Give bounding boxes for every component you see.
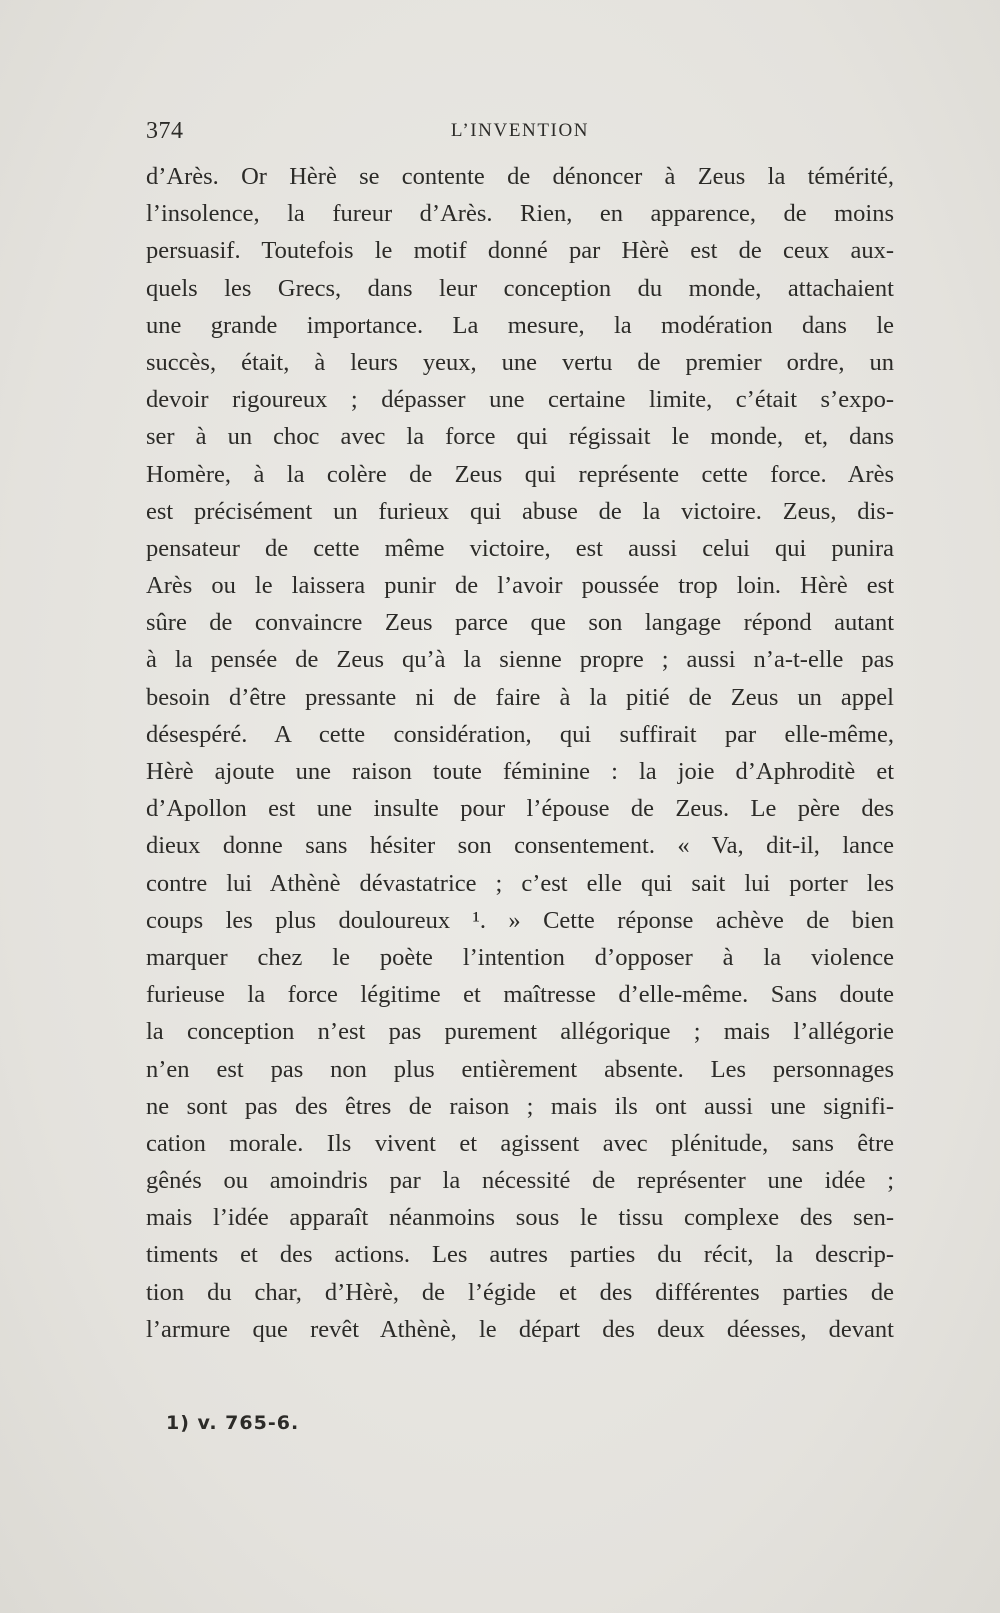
text-line: marquer chez le poète l’intention d’opposer à la violence [146,943,894,971]
text-line: Arès ou le laissera punir de l’avoir poussée trop loin. Hèrè est [146,572,894,600]
text-line: pensateur de cette même victoire, est aussi celui qui punira [146,534,894,562]
text-line: d’Arès. Or Hèrè se contente de dénoncer à Zeus la témérité, [146,163,894,190]
text-line: Homère, à la colère de Zeus qui représente cette force. Arès [146,460,894,488]
text-line: dieux donne sans hésiter son consentement. « Va, dit-il, lance [146,832,894,860]
text-line: succès, était, à leurs yeux, une vertu de premier ordre, un [146,348,894,376]
text-line: ne sont pas des êtres de raison ; mais ils ont aussi une signifi- [146,1092,894,1120]
footnote: 1) v. 765-6. [166,1412,300,1434]
page-header [146,118,894,152]
page-number: 374 [146,118,184,144]
text-line: coups les plus douloureux ¹. » Cette réponse achève de bien [146,906,894,934]
text-line: timents et des actions. Les autres parties du récit, la descrip- [146,1241,894,1269]
text-line: contre lui Athènè dévastatrice ; c’est elle qui sait lui porter les [146,869,894,897]
running-title: L’INVENTION [450,120,590,141]
text-line: tion du char, d’Hèrè, de l’égide et des différentes parties de [146,1278,894,1306]
text-line: gênés ou amoindris par la nécessité de représenter une idée ; [146,1167,894,1195]
text-line: à la pensée de Zeus qu’à la sienne propre ; aussi n’a-t-elle pas [146,646,894,674]
text-line: désespéré. A cette considération, qui suffirait par elle-même, [146,720,894,748]
text-line: besoin d’être pressante ni de faire à la pitié de Zeus un appel [146,683,894,711]
text-line: d’Apollon est une insulte pour l’épouse de Zeus. Le père des [146,795,894,823]
text-line: n’en est pas non plus entièrement absente. Les personnages [146,1055,894,1083]
text-line: devoir rigoureux ; dépasser une certaine limite, c’était s’expo- [146,386,894,414]
text-line: furieuse la force légitime et maîtresse d’elle-même. Sans doute [146,981,894,1009]
text-line: ser à un choc avec la force qui régissait le monde, et, dans [146,423,894,451]
text-line: l’insolence, la fureur d’Arès. Rien, en apparence, de moins [146,200,894,228]
text-line: sûre de convaincre Zeus parce que son langage répond autant [146,609,894,637]
text-line: est précisément un furieux qui abuse de la victoire. Zeus, dis- [146,497,894,525]
text-line: quels les Grecs, dans leur conception du monde, attachaient [146,274,894,302]
text-line: cation morale. Ils vivent et agissent avec plénitude, sans être [146,1129,894,1157]
text-line: une grande importance. La mesure, la modération dans le [146,311,894,339]
text-line: Hèrè ajoute une raison toute féminine : la joie d’Aphroditè et [146,758,894,785]
text-line: la conception n’est pas purement allégorique ; mais l’allégorie [146,1018,894,1046]
text-line: l’armure que revêt Athènè, le départ des deux déesses, devant [146,1315,894,1343]
body-text [146,158,894,1348]
text-line: mais l’idée apparaît néanmoins sous le tissu complexe des sen- [146,1204,894,1232]
text-line: persuasif. Toutefois le motif donné par Hèrè est de ceux aux- [146,237,894,265]
